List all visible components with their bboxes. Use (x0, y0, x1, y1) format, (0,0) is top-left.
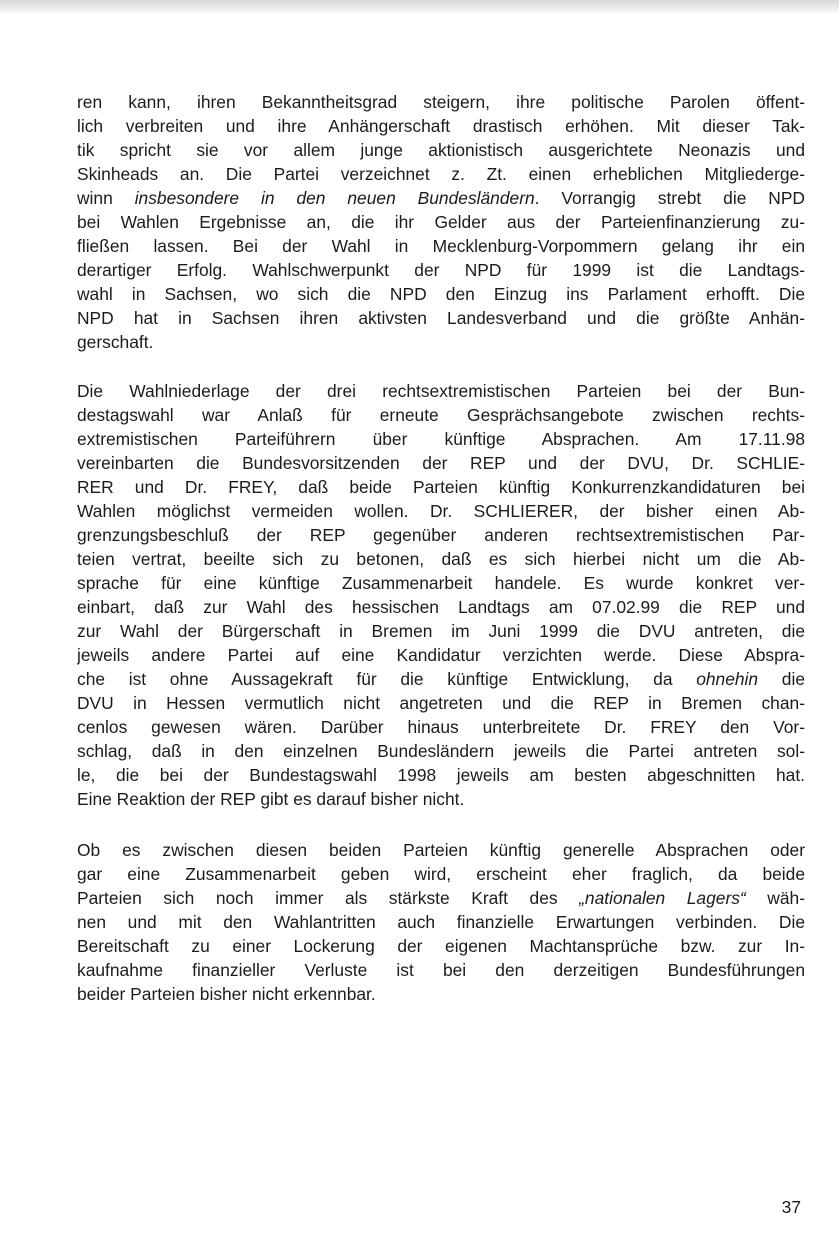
italic-phrase: ohnehin (696, 669, 759, 689)
text-line: le, die bei der Bundestagswahl 1998 jeweils am besten abgeschnitten hat. (77, 765, 805, 785)
text-line: Parteien sich noch immer als stärkste Kraft des „nationalen Lagers“ wäh- (77, 888, 805, 908)
text-line: tik spricht sie vor allem junge aktionistisch ausgerichtete Neonazis und (77, 140, 805, 160)
text-line: gar eine Zusammenarbeit geben wird, erscheint eher fraglich, da beide (77, 864, 805, 884)
paragraph-2 (77, 379, 805, 811)
text-line: Ob es zwischen diesen beiden Parteien künftig generelle Absprachen oder (77, 840, 805, 860)
text-line: che ist ohne Aussagekraft für die künftige Entwicklung, da ohnehin die (77, 669, 805, 689)
text-line: teien vertrat, beeilte sich zu betonen, daß es sich hierbei nicht um die Ab- (77, 549, 805, 569)
text-line: grenzungsbeschluß der REP gegenüber anderen rechtsextremistischen Par- (77, 525, 805, 545)
text-line: lich verbreiten und ihre Anhängerschaft drastisch erhöhen. Mit dieser Tak- (77, 116, 805, 136)
text-line: gerschaft. (77, 332, 154, 352)
paragraph-3 (77, 838, 805, 1006)
text-line: NPD hat in Sachsen ihren aktivsten Landesverband und die größte Anhän- (77, 308, 805, 328)
text-line: cenlos gewesen wären. Darüber hinaus unterbreitete Dr. FREY den Vor- (77, 717, 805, 737)
text-line: wahl in Sachsen, wo sich die NPD den Einzug ins Parlament erhofft. Die (77, 284, 805, 304)
text-line: jeweils andere Partei auf eine Kandidatur verzichten werde. Diese Abspra- (77, 645, 805, 665)
text-line: vereinbarten die Bundesvorsitzenden der REP und der DVU, Dr. SCHLIE- (77, 453, 805, 473)
text-line: schlag, daß in den einzelnen Bundesländern jeweils die Partei antreten sol- (77, 741, 805, 761)
italic-phrase: „nationalen Lagers“ (579, 888, 746, 908)
text-line: Wahlen möglichst vermeiden wollen. Dr. SCHLIERER, der bisher einen Ab- (77, 501, 805, 521)
text-line: Skinheads an. Die Partei verzeichnet z. Zt. einen erheblichen Mitgliederge- (77, 164, 805, 184)
text-line: ren kann, ihren Bekanntheitsgrad steigern, ihre politische Parolen öffent- (77, 92, 805, 112)
text-line: RER und Dr. FREY, daß beide Parteien künftig Konkurrenzkandidaturen bei (77, 477, 805, 497)
text-line: bei Wahlen Ergebnisse an, die ihr Gelder aus der Parteienfinanzierung zu- (77, 212, 805, 232)
scan-top-edge (0, 0, 839, 14)
text-line: Eine Reaktion der REP gibt es darauf bisher nicht. (77, 789, 465, 809)
document-body (77, 90, 805, 1029)
text-line: fließen lassen. Bei der Wahl in Mecklenburg-Vorpommern gelang ihr ein (77, 236, 805, 256)
text-line: Die Wahlniederlage der drei rechtsextremistischen Parteien bei der Bun- (77, 381, 805, 401)
text-line: nen und mit den Wahlantritten auch finanzielle Erwartungen verbinden. Die (77, 912, 805, 932)
text-line: destagswahl war Anlaß für erneute Gesprächsangebote zwischen rechts- (77, 405, 805, 425)
text-line: beider Parteien bisher nicht erkennbar. (77, 984, 376, 1004)
text-line: sprache für eine künftige Zusammenarbeit handele. Es wurde konkret ver- (77, 573, 805, 593)
paragraph-1 (77, 90, 805, 354)
text-line: winn insbesondere in den neuen Bundesländern. Vorrangig strebt die NPD (77, 188, 805, 208)
text-line: derartiger Erfolg. Wahlschwerpunkt der NPD für 1999 ist die Landtags- (77, 260, 805, 280)
text-line: extremistischen Parteiführern über künftige Absprachen. Am 17.11.98 (77, 429, 805, 449)
text-line: einbart, daß zur Wahl des hessischen Landtags am 07.02.99 die REP und (77, 597, 805, 617)
italic-phrase: insbesondere in den neuen Bundesländern (134, 188, 535, 208)
text-line: DVU in Hessen vermutlich nicht angetreten und die REP in Bremen chan- (77, 693, 805, 713)
text-line: zur Wahl der Bürgerschaft in Bremen im Juni 1999 die DVU antreten, die (77, 621, 805, 641)
text-line: Bereitschaft zu einer Lockerung der eigenen Machtansprüche bzw. zur In- (77, 936, 805, 956)
text-line: kaufnahme finanzieller Verluste ist bei den derzeitigen Bundesführungen (77, 960, 805, 980)
page-number: 37 (781, 1197, 801, 1217)
